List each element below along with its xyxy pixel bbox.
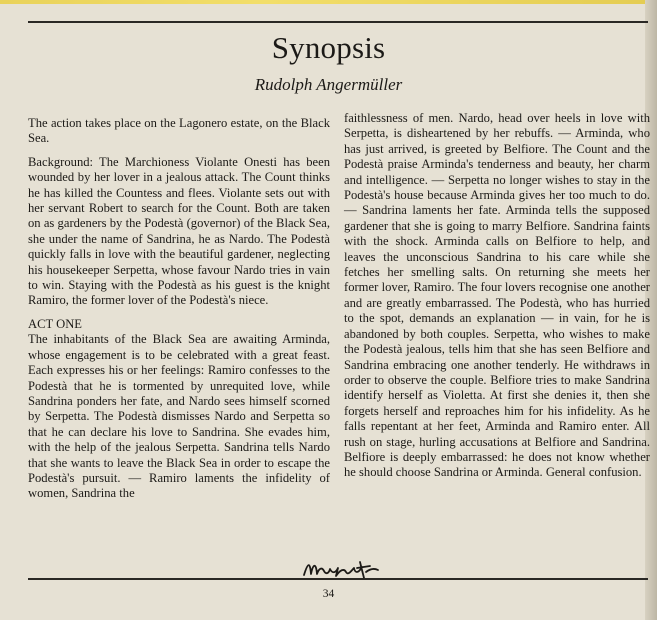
page-number: 34 [322,588,335,600]
author-name: Rudolph Angermüller [254,75,403,94]
act-one-heading: ACT ONE [28,316,82,331]
page-title: Synopsis [271,30,386,65]
yellow-page-edge [0,0,657,4]
right-text-column [344,111,650,481]
background-paragraph: Background: The Marchioness Violante Onesti has been wounded by her lover in a jealous attack. The Count thinks he has killed the Countess and flees. Violante sets out with her servant Robert to search for the Count. Both are taken on as gardeners by the Podestà (governor) of the Black Sea, she under the name of Sandrina, he as Nardo. The Podestà quickly falls in love with the beautiful gardener, neglecting his housekeeper Serpetta, whose favour Nardo tries in vain to win. Staying with the Podestà as his guest is the knight Ramiro, the former lover of the Podestà's niece. [28,154,330,308]
bottom-rule [28,578,648,580]
act-one-continued-paragraph: faithlessness of men. Nardo, head over heels in love with Serpetta, is disheartened by her rebuffs. — Arminda, who has just arrived, is greeted by Belfiore. The Count and the Podestà praise Arminda's tenderness and beauty, her charm and intelligence. — Serpetta no longer wishes to stay in the Podestà's house because Arminda gives her too much to do. — Sandrina laments her fate. Arminda tells the supposed gardener that she is going to marry Belfiore. Sandrina faints with the shock. Arminda calls on Belfiore to help, and leaves the unconscious Sandrina to his care while she fetches her smelling salts. On returning she meets her former lover, Ramiro. The four lovers recognise one another and are greatly embarrassed. The Podestà, who has hurried to the spot, demands an explanation — in vain, for he is abandoned by both couples. Serpetta, who wishes to make the Podestà jealous, tells him that she has seen Belfiore and Sandrina embracing one another tenderly. He withdraws in order to observe the couple. Belfiore tries to make Sandrina identify herself as Violetta. At first she denies it, then she forgets herself and reproaches him for his infidelity. As he falls repentant at her feet, Arminda and Ramiro enter. All rush on stage, hurling accusations at Belfiore and Sandrina. Belfiore is deeply embarrassed: he does not know whether he should choose Sandrina or Arminda. General confusion. [344,111,650,480]
act-one-paragraph: The inhabitants of the Black Sea are awaiting Arminda, whose engagement is to be celebrated with a great feast. Each expresses his or her feelings: Ramiro confesses to the Podestà that he is tormented by unrequited love, while Sandrina ponders her fate, and Nardo sees himself scorned by Serpetta. The Podestà dismisses Nardo and Serpetta so that he can declare his love to Sandrina. She evades him, with the help of the jealous Serpetta. Sandrina tells Nardo that she wants to leave the Black Sea in order to escape the Podestà's pursuit. — Ramiro laments the infidelity of women, Sandrina the [28,332,330,501]
setting-paragraph: The action takes place on the Lagonero estate, on the Black Sea. [28,116,330,146]
left-text-column [28,116,330,502]
top-rule [28,21,648,23]
